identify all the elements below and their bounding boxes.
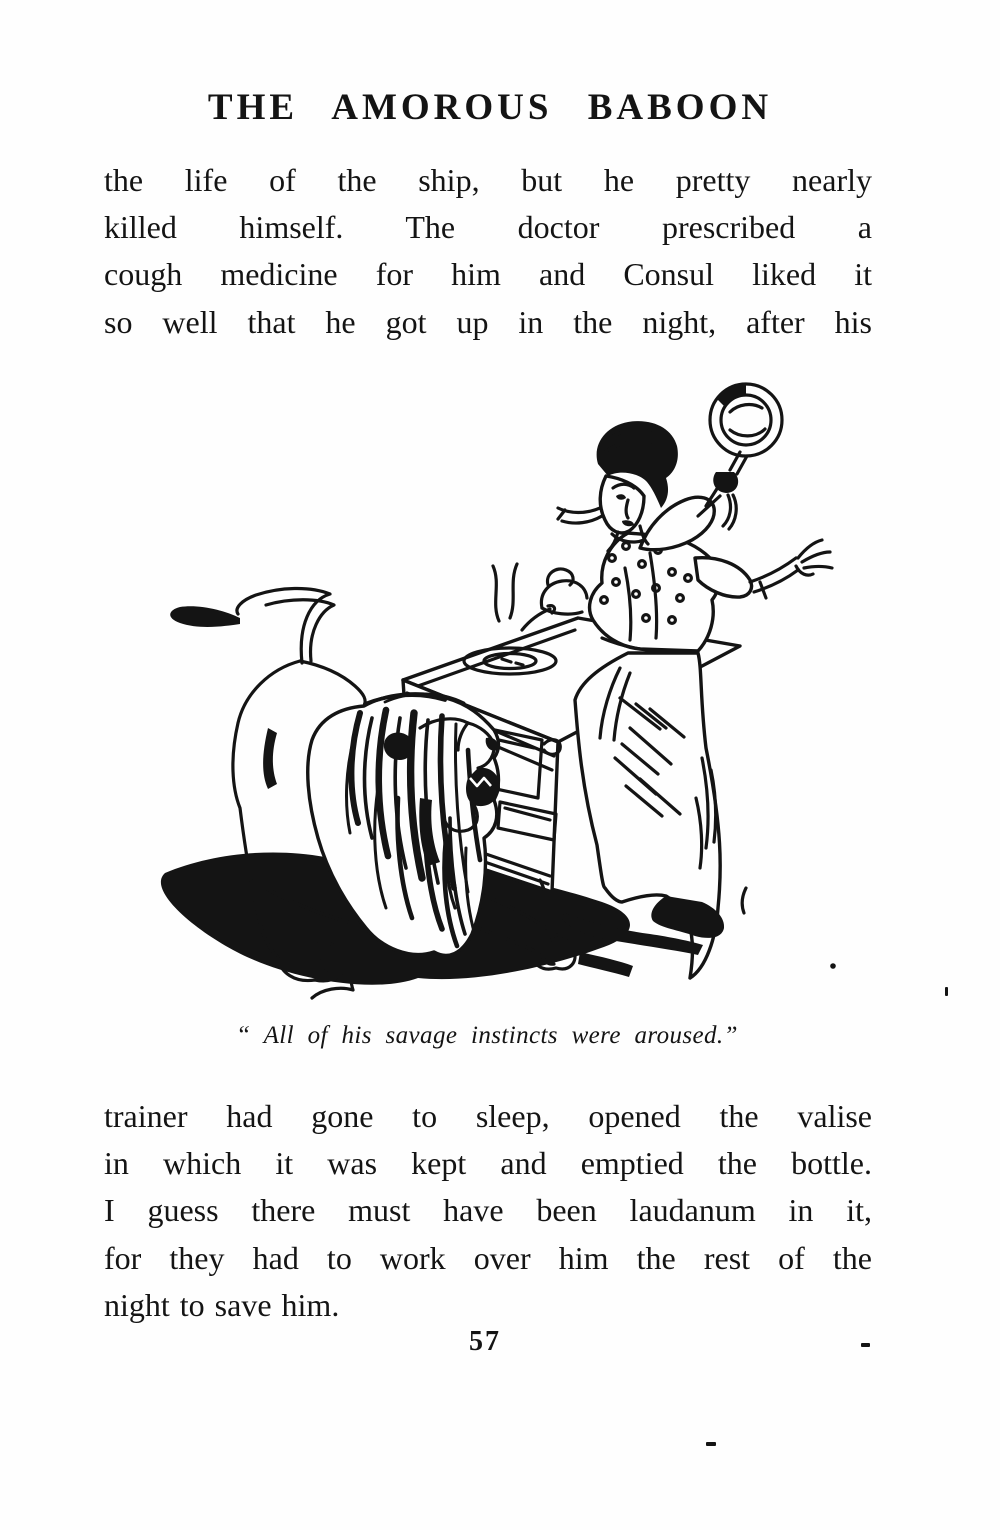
- paragraph-top: [104, 157, 872, 346]
- paragraph-bottom: [104, 1093, 872, 1329]
- text-line: night to save him.: [104, 1286, 340, 1323]
- text-line: trainer had gone to sleep, opened the valise: [104, 1098, 872, 1134]
- open-hand: [796, 540, 832, 575]
- page-number: 57: [469, 1326, 501, 1357]
- text-line: so well that he got up in the night, after his: [104, 303, 872, 340]
- woman-with-frying-pan: [558, 384, 832, 978]
- text-line: the life of the ship, but he pretty nearly: [104, 162, 872, 198]
- scan-artifact-dot: [830, 963, 836, 969]
- text-line: in which it was kept and emptied the bottle.: [104, 1145, 872, 1182]
- text-line: cough medicine for him and Consul liked it: [104, 256, 872, 293]
- scan-artifact-dash: [706, 1442, 716, 1446]
- hair-wisp: [558, 508, 602, 523]
- scan-artifact-dash: [861, 1343, 870, 1347]
- page-title: THE AMOROUS BABOON: [207, 87, 773, 128]
- scan-artifact-mark: [742, 888, 746, 913]
- figure-caption: “ All of his savage instincts were aroused.”: [236, 1022, 738, 1049]
- text-line: killed himself. The doctor prescribed a: [104, 209, 872, 246]
- text-line: I guess there must have been laudanum in it,: [104, 1192, 872, 1229]
- scan-artifact-tick: [945, 987, 948, 996]
- lion-woman-stove-drawing: [150, 368, 850, 1023]
- text-line: for they had to work over him the rest of the: [104, 1239, 872, 1276]
- illustration-lion-and-woman: [150, 368, 850, 1023]
- tail-tassel: [170, 606, 240, 627]
